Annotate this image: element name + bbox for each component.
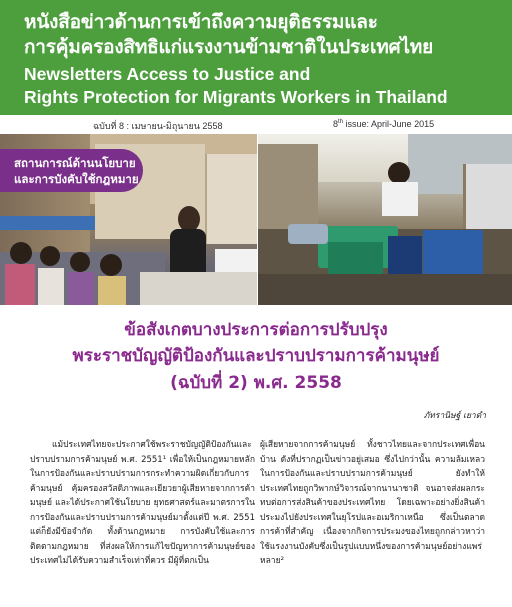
article-title-line1: ข้อสังเกตบางประการต่อการปรับปรุง <box>124 320 388 340</box>
article-author: ภัทรานิษฐ์ เยาดำ <box>423 411 486 421</box>
issue-en <box>333 119 434 129</box>
article-paragraph-left: แม้ประเทศไทยจะประกาศใช้พระราชบัญญัติป้องกันและปราบปรามการค้ามนุษย์ พ.ศ. 2551¹ เพื่อให้เป็นกฎหมายหลักในการป้องกันและปราบปรามการกระทำความผิดเกี่ยวกับการค้ามนุษย์ คุ้มครองสวัสดิภาพและเยียวยาผู้เสียหายจากการค้ามนุษย์ และได้ประกาศใช้นโยบาย ยุทธศาสตร์และมาตรการในการป้องกันและปราบปรามการค้ามนุษย์มาตั้งแต่ปี พ.ศ. 2551 แต่ก็ยังมีข้อจำกัด ทั้งด้านกฎหมาย การบังคับใช้และการติดตามกฎหมาย ที่ส่งผลให้การแก้ไขปัญหาการค้ามนุษย์ของประเทศไม่ได้รับความสำเร็จเท่าที่ควร มีผู้ที่ตกเป็น <box>30 440 255 566</box>
photo-migrant-worksite <box>258 134 512 305</box>
masthead-title-th-line1: หนังสือข่าวด้านการเข้าถึงความยุติธรรมและ <box>24 11 378 33</box>
issue-date: issue: April-June 2015 <box>343 119 435 129</box>
article-title-line2: พระราชบัญญัติป้องกันและปราบปรามการค้ามนุษย์ <box>72 346 440 366</box>
article-column-left <box>30 438 255 569</box>
masthead <box>0 0 512 115</box>
issue-bar <box>0 115 512 134</box>
masthead-title-en-line2: Rights Protection for Migrants Workers in Thailand <box>24 87 448 107</box>
issue-th: ฉบับที่ 8 : เมษายน-มิถุนายน 2558 <box>93 121 223 131</box>
section-badge-line1: สถานการณ์ด้านนโยบาย <box>14 156 136 170</box>
section-badge <box>0 149 143 192</box>
issue-number: 8 <box>333 119 339 129</box>
article-paragraph-right: ผู้เสียหายจากการค้ามนุษย์ ทั้งชาวไทยและจากประเทศเพื่อนบ้าน ดังที่ปรากฏเป็นข่าวอยู่เสมอ ซึ่งไปกว่านั้น ความล้มเหลวในการป้องกันและปราบปรามการค้ามนุษย์ ยังทำให้ประเทศไทยถูกวิพากษ์วิจารณ์จากนานาชาติ จนอาจส่งผลกระทบต่อการส่งสินค้าของประเทศไทย โดยเฉพาะอย่างยิ่งสินค้าประมงไปยังประเทศในยุโรปและอเมริกาเหนือ ซึ่งเป็นตลาดการค้าที่สำคัญ เนื่องจากกิจการประมงของไทยถูกกล่าวหาว่าใช้แรงงานบังคับซึ่งเป็นรูปแบบหนึ่งของการค้ามนุษย์อย่างแพร่หลาย² <box>260 440 485 566</box>
section-badge-line2: และการบังคับใช้กฎหมาย <box>14 172 139 186</box>
masthead-title-th-line2: การคุ้มครองสิทธิแก่แรงงานข้ามชาติในประเทศไทย <box>24 36 434 58</box>
article-title-line3: (ฉบับที่ 2) พ.ศ. 2558 <box>170 373 342 393</box>
issue-suffix: th <box>338 119 344 125</box>
masthead-title-en-line1: Newsletters Access to Justice and <box>24 64 311 84</box>
article-column-right <box>260 438 485 569</box>
